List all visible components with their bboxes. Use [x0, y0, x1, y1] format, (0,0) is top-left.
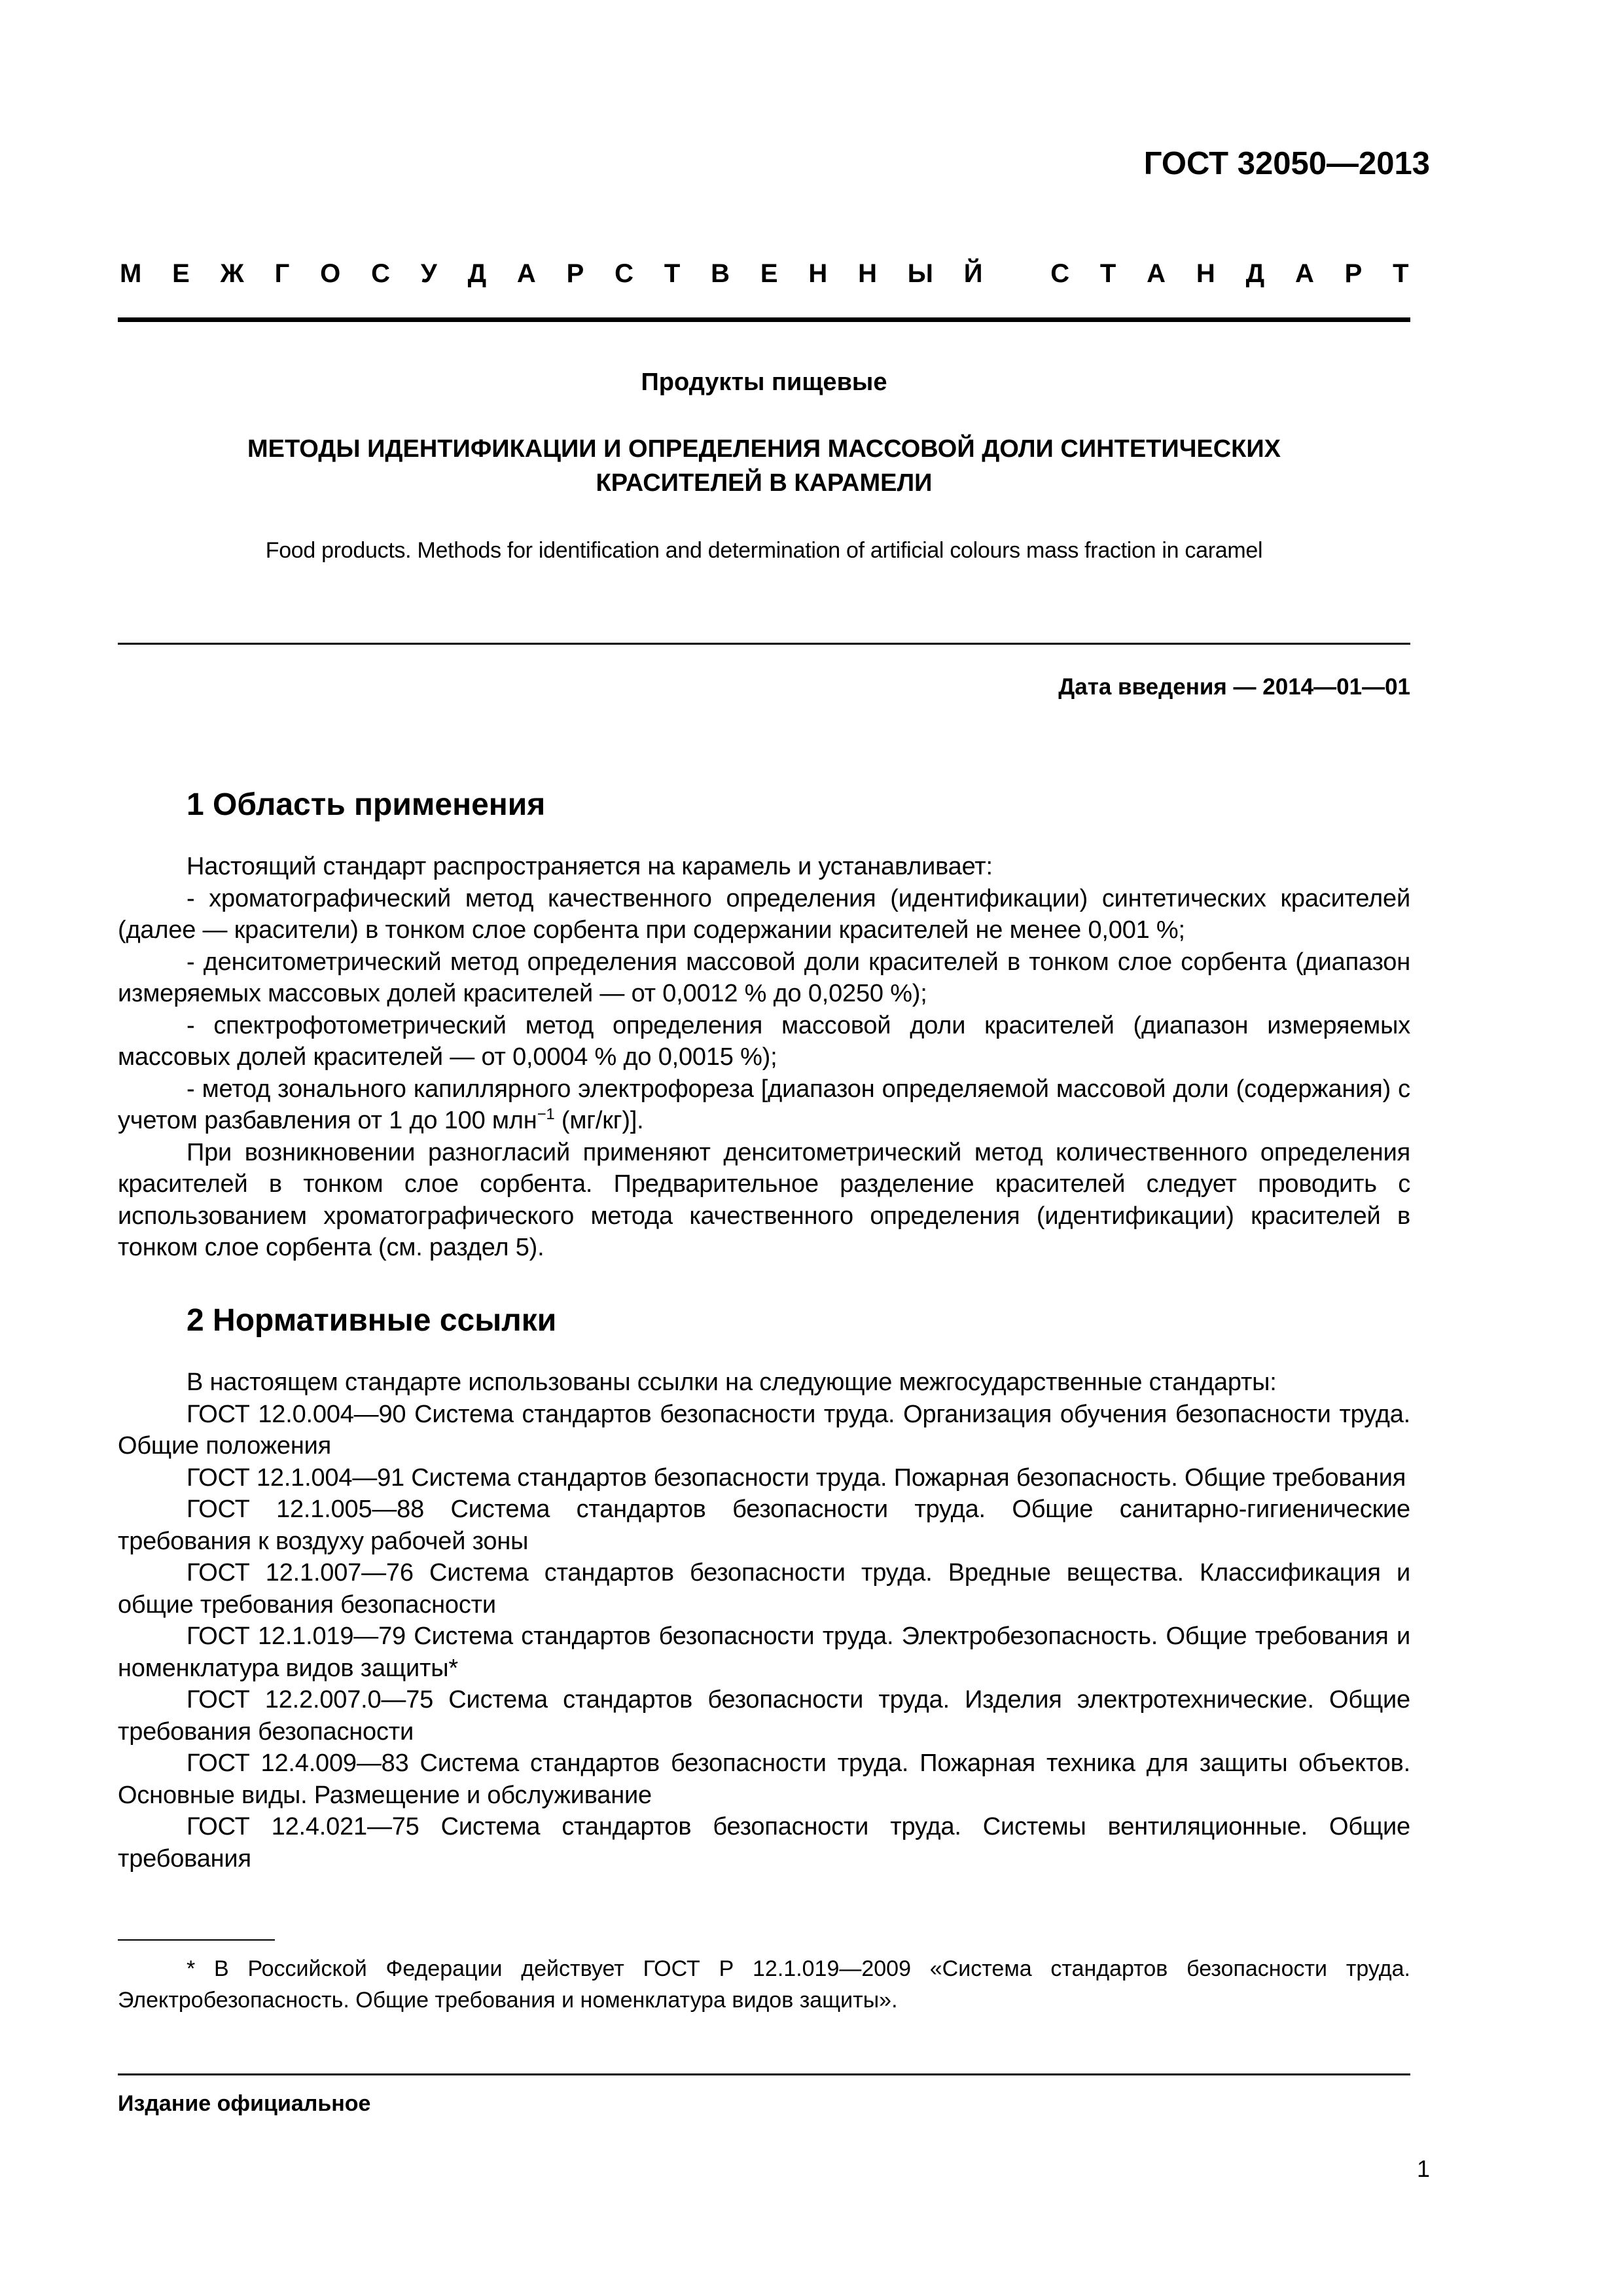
interstate-letter: С — [1050, 259, 1070, 288]
interstate-letter: Г — [274, 259, 290, 288]
normative-reference: ГОСТ 12.0.004—90 Система стандартов безопасности труда. Организация обучения безопасности труда. Общие положения — [118, 1400, 1410, 1460]
section-1-body — [118, 851, 1410, 1264]
interstate-letter: У — [420, 259, 437, 288]
electrophoresis-text-end: (мг/кг)]. — [554, 1107, 644, 1134]
exponent: −1 — [537, 1105, 555, 1123]
interstate-letter: Й — [963, 259, 983, 288]
interstate-letter: М — [120, 259, 142, 288]
footer-divider — [118, 2073, 1410, 2075]
section-1-paragraph: Настоящий стандарт распространяется на карамель и устанавливает: — [187, 853, 993, 880]
interstate-letter: Т — [1393, 259, 1409, 288]
interstate-letter: О — [320, 259, 341, 288]
document-title-english: Food products. Methods for identification and determination of artificial colours mass fraction in caramel — [265, 538, 1263, 563]
footnote — [118, 1953, 1410, 2016]
interstate-letter: А — [1147, 259, 1166, 288]
normative-reference: ГОСТ 12.1.007—76 Система стандартов безопасности труда. Вредные вещества. Классификация и общие требования безопасности — [118, 1559, 1410, 1619]
section-2-body — [118, 1367, 1410, 1874]
footnote-divider — [118, 1939, 275, 1941]
official-edition-label: Издание официальное — [118, 2091, 371, 2116]
interstate-letter: С — [615, 259, 634, 288]
interstate-letter: Н — [858, 259, 877, 288]
page-number: 1 — [1416, 2155, 1430, 2182]
interstate-letter: Р — [566, 259, 584, 288]
gost-number: ГОСТ 32050—2013 — [1143, 146, 1430, 181]
document-title — [118, 432, 1410, 500]
interstate-letter: Д — [467, 259, 487, 288]
normative-reference: ГОСТ 12.1.005—88 Система стандартов безопасности труда. Общие санитарно-гигиенические требования к воздуху рабочей зоны — [118, 1496, 1410, 1555]
footnote-text: * В Российской Федерации действует ГОСТ Р 12.1.019—2009 «Система стандартов безопасности труда. Электробезопасность. Общие требования и номенклатура видов защиты». — [118, 1956, 1410, 2013]
interstate-letter: Н — [1196, 259, 1215, 288]
section-1-heading: 1 Область применения — [187, 787, 546, 822]
electrophoresis-text: - метод зонального капиллярного электрофореза [диапазон определяемой массовой доли (содержания) с учетом разбавления от 1 до 100 млн — [118, 1075, 1410, 1134]
interstate-letter: Т — [1099, 259, 1116, 288]
interstate-standard-label — [120, 259, 1409, 289]
normative-reference: ГОСТ 12.4.021—75 Система стандартов безопасности труда. Системы вентиляционные. Общие требования — [118, 1813, 1410, 1873]
normative-reference: ГОСТ 12.4.009—83 Система стандартов безопасности труда. Пожарная техника для защиты объектов. Основные виды. Размещение и обслуживание — [118, 1749, 1410, 1809]
normative-reference: ГОСТ 12.1.019—79 Система стандартов безопасности труда. Электробезопасность. Общие требования и номенклатура видов защиты* — [118, 1623, 1410, 1682]
interstate-letter: Т — [664, 259, 681, 288]
normative-reference: ГОСТ 12.2.007.0—75 Система стандартов безопасности труда. Изделия электротехнические. Общие требования безопасности — [118, 1686, 1410, 1746]
interstate-letter: Ы — [907, 259, 933, 288]
section-1-paragraph: - хроматографический метод качественного определения (идентификации) синтетических красителей (далее — красители) в тонком слое сорбента при содержании красителей не менее 0,001 %; — [118, 884, 1410, 944]
interstate-letter: А — [516, 259, 536, 288]
interstate-letter: Н — [808, 259, 828, 288]
section-1-paragraph-electrophoresis — [118, 1073, 1410, 1137]
section-2-heading: 2 Нормативные ссылки — [187, 1303, 557, 1338]
section-2-intro: В настоящем стандарте использованы ссылки на следующие межгосударственные стандарты: — [187, 1369, 1277, 1396]
interstate-letter: В — [711, 259, 730, 288]
normative-reference: ГОСТ 12.1.004—91 Система стандартов безопасности труда. Пожарная безопасность. Общие требования — [187, 1463, 1406, 1492]
section-1-paragraph: При возникновении разногласий применяют денситометрический метод количественного определения красителей в тонком слое сорбента. Предварительное разделение красителей следует проводить с использованием хроматографического метода качественного определения (идентификации) красителей в тонком слое сорбента (см. раздел 5). — [118, 1138, 1410, 1261]
document-title-line-2: КРАСИТЕЛЕЙ В КАРАМЕЛИ — [596, 469, 933, 497]
interstate-letter: С — [371, 259, 391, 288]
header-divider — [118, 317, 1410, 322]
interstate-letter: А — [1294, 259, 1314, 288]
title-divider — [118, 643, 1410, 645]
interstate-letter: Р — [1344, 259, 1363, 288]
document-subject: Продукты пищевые — [641, 368, 887, 396]
introduction-date: Дата введения — 2014—01—01 — [1058, 674, 1410, 700]
interstate-letter: Ж — [220, 259, 244, 288]
section-1-paragraph: - денситометрический метод определения массовой доли красителей в тонком слое сорбента (диапазон измеряемых массовых долей красителей — от 0,0012 % до 0,0250 %); — [118, 948, 1410, 1007]
interstate-letter: Е — [172, 259, 190, 288]
interstate-letter: Д — [1245, 259, 1265, 288]
document-title-line-1: МЕТОДЫ ИДЕНТИФИКАЦИИ И ОПРЕДЕЛЕНИЯ МАССОВОЙ ДОЛИ СИНТЕТИЧЕСКИХ — [247, 435, 1281, 463]
section-1-paragraph: - спектрофотометрический метод определения массовой доли красителей (диапазон измеряемых массовых долей красителей — от 0,0004 % до 0,0015 %); — [118, 1011, 1410, 1071]
interstate-letter: Е — [760, 259, 778, 288]
word-gap — [1013, 259, 1020, 289]
